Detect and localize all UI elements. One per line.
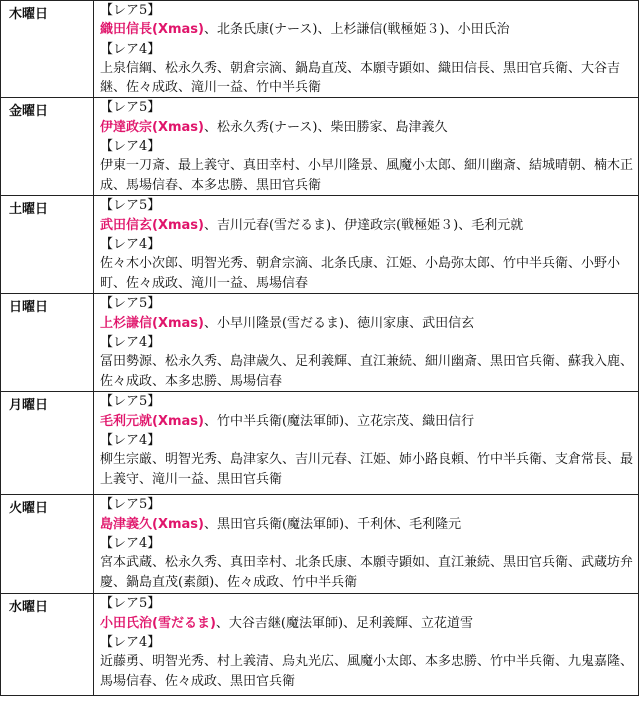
content-cell: [94, 594, 639, 696]
rare4-label: 【レア4】: [100, 335, 161, 351]
rare4-label: 【レア4】: [100, 41, 161, 57]
content-cell: [94, 98, 639, 196]
rare4-list: 宮本武蔵、松永久秀、真田幸村、北条氏康、本願寺顕如、直江兼続、黒田官兵衛、武蔵坊弁慶、鍋島直茂(素顔)、佐々成政、竹中半兵衛: [100, 555, 634, 590]
table-row: [1, 1, 639, 98]
rare4-label: 【レア4】: [100, 237, 161, 253]
rare4-list: 近藤勇、明智光秀、村上義清、烏丸光広、風魔小太郎、本多忠勝、竹中半兵衛、九鬼嘉隆、馬場信春、佐々成政、黒田官兵衛: [100, 654, 634, 689]
table-row: [1, 98, 639, 196]
day-cell: 月曜日: [1, 392, 94, 495]
rare4-label: 【レア4】: [100, 635, 161, 651]
rare5-label: 【レア5】: [100, 596, 161, 612]
rare5-line: [100, 216, 638, 235]
rare5-label: 【レア5】: [100, 100, 161, 116]
day-cell: 木曜日: [1, 1, 94, 98]
rare4-list: 冨田勢源、松永久秀、島津歳久、足利義輝、直江兼続、細川幽斎、黒田官兵衛、蘇我入鹿、佐々成政、本多忠勝、馬場信春: [100, 354, 634, 389]
rare5-line: [100, 118, 638, 137]
content-cell: [94, 495, 639, 594]
content-cell: [94, 196, 639, 294]
featured-character: 武田信玄(Xmas): [100, 217, 204, 233]
rare4-list: 上泉信綱、松永久秀、朝倉宗滴、鍋島直茂、本願寺顕如、織田信長、黒田官兵衛、大谷吉継、佐々成政、滝川一益、竹中半兵衛: [100, 60, 621, 96]
rare4-label: 【レア4】: [100, 433, 161, 449]
featured-character: 織田信長(Xmas): [100, 22, 204, 38]
rare5-line: [100, 20, 638, 39]
rare5-line: [100, 314, 638, 333]
table-row: [1, 495, 639, 594]
rare5-line: [100, 614, 638, 633]
day-cell: 水曜日: [1, 594, 94, 696]
rare5-rest: 、竹中半兵衛(魔法軍師)、立花宗茂、織田信行: [203, 413, 475, 429]
rare4-list: 柳生宗厳、明智光秀、島津家久、吉川元春、江姫、姉小路良頼、竹中半兵衛、支倉常長、最上義守、滝川一益、黒田官兵衛: [100, 452, 634, 487]
table-row: [1, 392, 639, 495]
day-cell: 金曜日: [1, 98, 94, 196]
rare5-line: [100, 515, 638, 534]
content-cell: [94, 294, 639, 392]
rare5-rest: 、松永久秀(ナース)、柴田勝家、島津義久: [203, 119, 448, 135]
day-cell: 日曜日: [1, 294, 94, 392]
day-cell: 火曜日: [1, 495, 94, 594]
table-row: [1, 294, 639, 392]
rare4-list: 佐々木小次郎、明智光秀、朝倉宗滴、北条氏康、江姫、小島弥太郎、竹中半兵衛、小野小町、佐々成政、滝川一益、馬場信春: [100, 256, 621, 291]
rare5-label: 【レア5】: [100, 3, 161, 18]
rare5-label: 【レア5】: [100, 497, 161, 513]
schedule-body: [1, 1, 639, 696]
table-row: [1, 196, 639, 294]
day-cell: 土曜日: [1, 196, 94, 294]
rare5-label: 【レア5】: [100, 296, 161, 312]
table-row: [1, 594, 639, 696]
rare5-rest: 、北条氏康(ナース)、上杉謙信(戦極姫３)、小田氏治: [203, 22, 510, 38]
rare5-rest: 、大谷吉継(魔法軍師)、足利義輝、立花道雪: [215, 615, 474, 631]
content-cell: [94, 1, 639, 98]
content-cell: [94, 392, 639, 495]
rare5-line: [100, 412, 638, 431]
rare4-list: 伊東一刀斎、最上義守、真田幸村、小早川隆景、風魔小太郎、細川幽斎、結城晴朝、楠木正成、馬場信春、本多忠勝、黒田官兵衛: [100, 158, 634, 193]
featured-character: 伊達政宗(Xmas): [100, 119, 204, 135]
featured-character: 小田氏治(雪だるま): [100, 615, 216, 631]
rare5-rest: 、小早川隆景(雪だるま)、徳川家康、武田信玄: [203, 315, 475, 331]
rare5-rest: 、吉川元春(雪だるま)、伊達政宗(戦極姫３)、毛利元就: [203, 217, 524, 233]
rare4-label: 【レア4】: [100, 139, 161, 155]
featured-character: 毛利元就(Xmas): [100, 413, 204, 429]
rare4-label: 【レア4】: [100, 536, 161, 552]
rare5-rest: 、黒田官兵衛(魔法軍師)、千利休、毛利隆元: [203, 516, 462, 532]
rare5-label: 【レア5】: [100, 198, 161, 214]
rare5-label: 【レア5】: [100, 394, 161, 410]
featured-character: 島津義久(Xmas): [100, 516, 204, 532]
featured-character: 上杉謙信(Xmas): [100, 315, 204, 331]
